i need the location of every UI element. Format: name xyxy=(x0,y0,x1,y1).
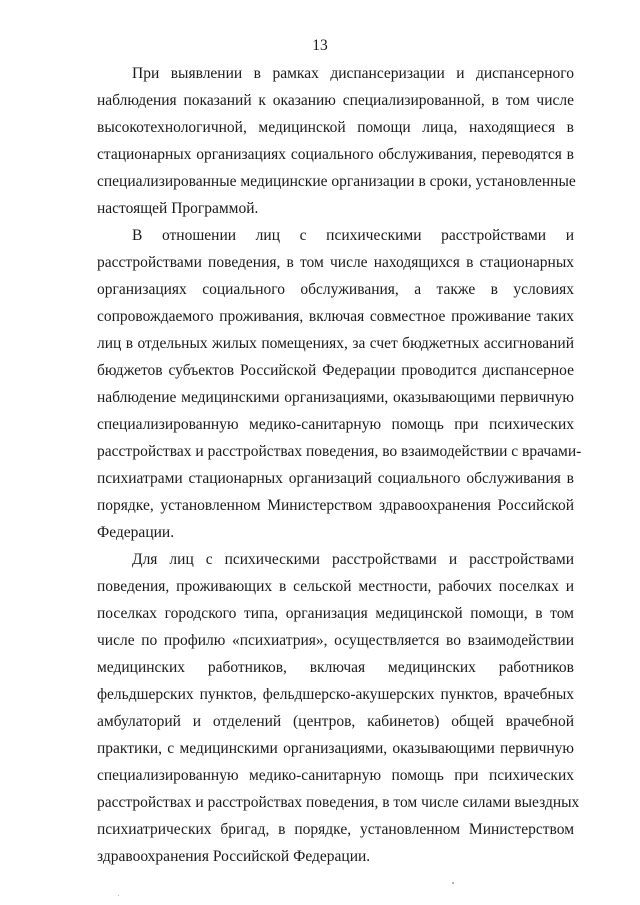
text-line: расстройствами поведения, в том числе находящихся в стационарных xyxy=(97,254,574,271)
text-line: порядке, установленном Министерством здравоохранения Российской xyxy=(97,497,574,514)
text-line: поселках городского типа, организация медицинской помощи, в том xyxy=(97,605,574,622)
scan-speck xyxy=(118,895,119,896)
text-line: настоящей Программой. xyxy=(97,200,259,217)
text-line: бюджетов субъектов Российской Федерации проводится диспансерное xyxy=(97,362,574,379)
text-line: здравоохранения Российской Федерации. xyxy=(97,848,371,865)
text-line: амбулаторий и отделений (центров, кабинетов) общей врачебной xyxy=(97,713,574,730)
text-line: числе по профилю «психиатрия», осуществляется во взаимодействии xyxy=(97,632,574,649)
text-line: специализированные медицинские организации в сроки, установленные xyxy=(97,173,576,190)
text-line: расстройствах и расстройствах поведения, в том числе силами выездных xyxy=(97,794,580,811)
text-line: лиц в отдельных жилых помещениях, за счет бюджетных ассигнований xyxy=(97,335,574,352)
text-line: расстройствах и расстройствах поведения, во взаимодействии с врачами- xyxy=(97,443,582,460)
text-line: наблюдения показаний к оказанию специализированной, в том числе xyxy=(97,92,574,109)
text-line: медицинских работников, включая медицинских работников xyxy=(97,659,574,676)
text-line: практики, с медицинскими организациями, оказывающими первичную xyxy=(97,740,574,757)
page-number: 13 xyxy=(312,37,328,54)
text-line: наблюдение медицинскими организациями, оказывающими первичную xyxy=(97,389,574,406)
text-line: психиатрами стационарных организаций социального обслуживания в xyxy=(97,470,574,487)
text-line: В отношении лиц с психическими расстройствами и xyxy=(132,227,574,244)
text-line: психиатрических бригад, в порядке, установленном Министерством xyxy=(97,821,574,838)
text-line: поведения, проживающих в сельской местности, рабочих поселках и xyxy=(97,578,574,595)
text-line: специализированную медико-санитарную помощь при психических xyxy=(97,416,574,433)
text-line: Федерации. xyxy=(97,524,175,541)
text-line: фельдшерских пунктов, фельдшерско-акушерских пунктов, врачебных xyxy=(97,686,574,703)
text-line: высокотехнологичной, медицинской помощи лица, находящиеся в xyxy=(97,119,574,136)
scan-speck xyxy=(452,882,454,884)
text-line: Для лиц с психическими расстройствами и расстройствами xyxy=(132,551,574,568)
text-line: специализированную медико-санитарную помощь при психических xyxy=(97,767,574,784)
text-line: организациях социального обслуживания, а также в условиях xyxy=(97,281,574,298)
text-line: сопровождаемого проживания, включая совместное проживание таких xyxy=(97,308,574,325)
text-line: стационарных организациях социального обслуживания, переводятся в xyxy=(97,146,574,163)
text-line: При выявлении в рамках диспансеризации и диспансерного xyxy=(132,65,574,82)
